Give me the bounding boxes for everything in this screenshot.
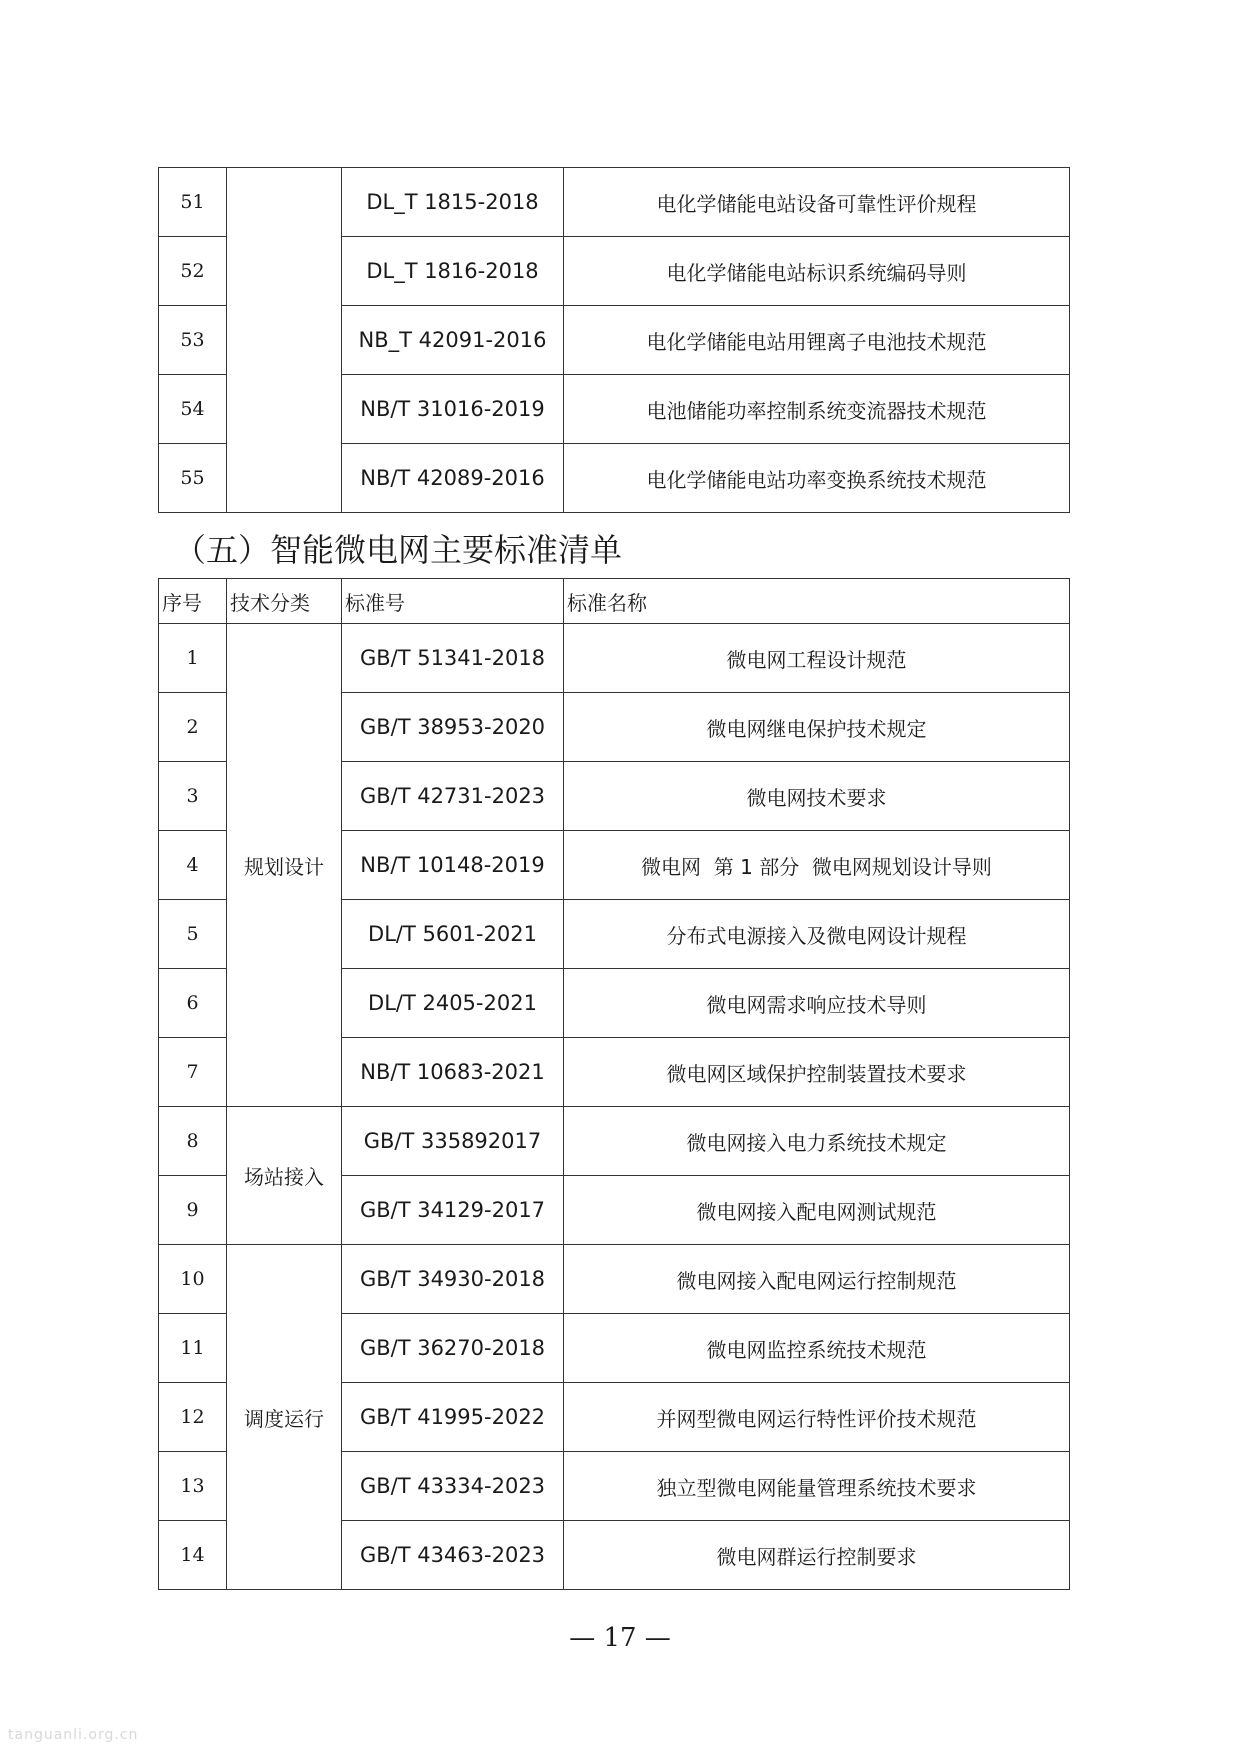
seq-cell: 13 bbox=[159, 1452, 227, 1521]
microgrid-standards-table bbox=[158, 578, 1070, 1590]
header-name: 标准名称 bbox=[564, 579, 1070, 624]
standard-code-cell: GB/T 34930-2018 bbox=[342, 1245, 564, 1314]
standard-code-cell: NB/T 10148-2019 bbox=[342, 831, 564, 900]
standard-code-cell: GB/T 335892017 bbox=[342, 1107, 564, 1176]
standard-code-cell: NB_T 42091-2016 bbox=[342, 306, 564, 375]
standard-name-cell: 微电网继电保护技术规定 bbox=[564, 693, 1070, 762]
standard-name-cell: 微电网接入配电网测试规范 bbox=[564, 1176, 1070, 1245]
seq-cell: 2 bbox=[159, 693, 227, 762]
seq-cell: 1 bbox=[159, 624, 227, 693]
standard-code-cell: NB/T 10683-2021 bbox=[342, 1038, 564, 1107]
standard-code-cell: GB/T 51341-2018 bbox=[342, 624, 564, 693]
header-category: 技术分类 bbox=[227, 579, 342, 624]
standard-name-cell: 独立型微电网能量管理系统技术要求 bbox=[564, 1452, 1070, 1521]
seq-cell: 9 bbox=[159, 1176, 227, 1245]
standard-name-cell: 电化学储能电站功率变换系统技术规范 bbox=[564, 444, 1070, 513]
category-cell: 规划设计 bbox=[227, 624, 342, 1107]
standard-code-cell: GB/T 34129-2017 bbox=[342, 1176, 564, 1245]
page-number: — 17 — bbox=[569, 1623, 671, 1653]
standard-code-cell: GB/T 43334-2023 bbox=[342, 1452, 564, 1521]
table-row bbox=[159, 624, 1070, 693]
header-seq: 序号 bbox=[159, 579, 227, 624]
storage-standards-table-continued bbox=[158, 167, 1070, 513]
standard-code-cell: DL/T 2405-2021 bbox=[342, 969, 564, 1038]
standard-code-cell: NB/T 42089-2016 bbox=[342, 444, 564, 513]
header-code: 标准号 bbox=[342, 579, 564, 624]
standard-name-cell: 微电网区域保护控制装置技术要求 bbox=[564, 1038, 1070, 1107]
standard-code-cell: GB/T 41995-2022 bbox=[342, 1383, 564, 1452]
watermark-text: tanguanli.org.cn bbox=[8, 1727, 139, 1743]
seq-cell: 14 bbox=[159, 1521, 227, 1590]
standard-name-cell: 电池储能功率控制系统变流器技术规范 bbox=[564, 375, 1070, 444]
seq-cell: 53 bbox=[159, 306, 227, 375]
standard-name-cell: 微电网监控系统技术规范 bbox=[564, 1314, 1070, 1383]
standard-name-cell: 微电网需求响应技术导则 bbox=[564, 969, 1070, 1038]
seq-cell: 4 bbox=[159, 831, 227, 900]
standard-name-cell: 电化学储能电站标识系统编码导则 bbox=[564, 237, 1070, 306]
seq-cell: 11 bbox=[159, 1314, 227, 1383]
standard-code-cell: GB/T 43463-2023 bbox=[342, 1521, 564, 1590]
seq-cell: 5 bbox=[159, 900, 227, 969]
standard-name-cell: 微电网接入配电网运行控制规范 bbox=[564, 1245, 1070, 1314]
seq-cell: 7 bbox=[159, 1038, 227, 1107]
table-header-row bbox=[159, 579, 1070, 624]
standard-code-cell: DL_T 1815-2018 bbox=[342, 168, 564, 237]
seq-cell: 12 bbox=[159, 1383, 227, 1452]
standard-name-cell: 电化学储能电站用锂离子电池技术规范 bbox=[564, 306, 1070, 375]
standard-name-cell: 微电网工程设计规范 bbox=[564, 624, 1070, 693]
standard-code-cell: GB/T 42731-2023 bbox=[342, 762, 564, 831]
seq-cell: 10 bbox=[159, 1245, 227, 1314]
category-cell-empty bbox=[227, 168, 342, 513]
standard-name-cell: 分布式电源接入及微电网设计规程 bbox=[564, 900, 1070, 969]
standard-code-cell: NB/T 31016-2019 bbox=[342, 375, 564, 444]
standard-name-cell: 微电网接入电力系统技术规定 bbox=[564, 1107, 1070, 1176]
standard-name-cell: 并网型微电网运行特性评价技术规范 bbox=[564, 1383, 1070, 1452]
table-row bbox=[159, 1107, 1070, 1176]
seq-cell: 51 bbox=[159, 168, 227, 237]
standard-code-cell: DL_T 1816-2018 bbox=[342, 237, 564, 306]
standard-code-cell: DL/T 5601-2021 bbox=[342, 900, 564, 969]
seq-cell: 6 bbox=[159, 969, 227, 1038]
standard-name-cell: 微电网群运行控制要求 bbox=[564, 1521, 1070, 1590]
table-row bbox=[159, 1245, 1070, 1314]
standard-name-cell: 微电网 第 1 部分 微电网规划设计导则 bbox=[564, 831, 1070, 900]
standard-code-cell: GB/T 38953-2020 bbox=[342, 693, 564, 762]
standard-code-cell: GB/T 36270-2018 bbox=[342, 1314, 564, 1383]
standard-name-cell: 微电网技术要求 bbox=[564, 762, 1070, 831]
table-row bbox=[159, 168, 1070, 237]
seq-cell: 55 bbox=[159, 444, 227, 513]
category-cell: 调度运行 bbox=[227, 1245, 342, 1590]
standard-name-cell: 电化学储能电站设备可靠性评价规程 bbox=[564, 168, 1070, 237]
section-title: （五）智能微电网主要标准清单 bbox=[174, 531, 623, 569]
seq-cell: 3 bbox=[159, 762, 227, 831]
seq-cell: 54 bbox=[159, 375, 227, 444]
seq-cell: 52 bbox=[159, 237, 227, 306]
seq-cell: 8 bbox=[159, 1107, 227, 1176]
category-cell: 场站接入 bbox=[227, 1107, 342, 1245]
